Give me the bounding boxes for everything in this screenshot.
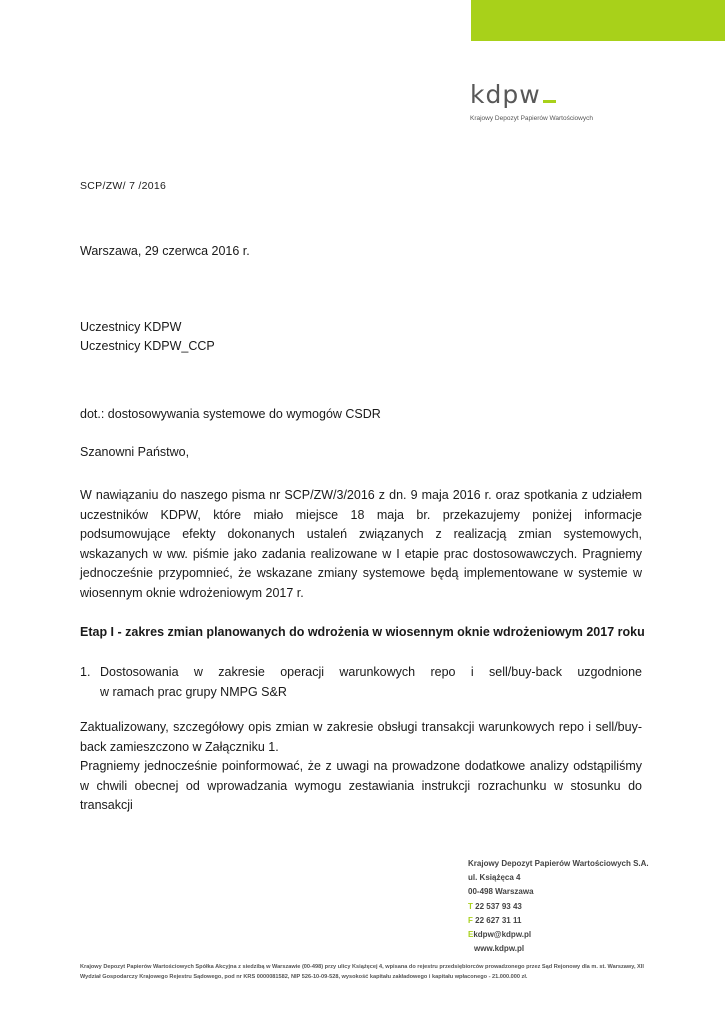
subject-line: dot.: dostosowywania systemowe do wymogów CSDR xyxy=(80,407,381,421)
fax-label: F xyxy=(468,915,473,925)
header-accent-bar xyxy=(471,0,725,41)
address-company: Krajowy Depozyt Papierów Wartościowych S.A. xyxy=(468,859,649,868)
address-website[interactable]: www.kdpw.pl xyxy=(474,944,525,954)
body-paragraph-2: Zaktualizowany, szczegółowy opis zmian w zakresie obsługi transakcji warunkowych repo i sell/buy-back zamieszczono w Załączniku 1. xyxy=(80,720,642,754)
body-paragraph-1: W nawiązaniu do naszego pisma nr SCP/ZW/3/2016 z dn. 9 maja 2016 r. oraz spotkania z udziałem uczestników KDPW, które miało miejsce 18 maja br. przekazujemy poniżej informacje podsumowujące efekty dokonanych ustaleń związanych z realizacją zmian systemowych, wskazanych w ww. piśmie jako zadania realizowane w I etapie prac dostosowawczych. Pragniemy jednocześnie przypomnieć, że wskazane zmiany systemowe będą implementowane w systemie w wiosennym oknie wdrożeniowym 2017 r. xyxy=(80,488,642,600)
logo-underscore xyxy=(543,100,556,103)
date-line: Warszawa, 29 czerwca 2016 r. xyxy=(80,244,250,258)
email-value[interactable]: kdpw@kdpw.pl xyxy=(473,930,532,940)
salutation: Szanowni Państwo, xyxy=(80,445,190,459)
reference-number: SCP/ZW/ 7 /2016 xyxy=(80,180,167,192)
list-item xyxy=(80,663,642,702)
body-paragraph-3: Pragniemy jednocześnie poinformować, że z uwagi na prowadzone dodatkowe analizy odstąpiliśmy w chwili obecnej od wprowadzania wymogu zestawiania instrukcji rozrachunku w stosunku do transakcji xyxy=(80,759,642,812)
phone-label: T xyxy=(468,901,473,911)
logo-subtitle: Krajowy Depozyt Papierów Wartościowych xyxy=(470,115,593,122)
address-fax xyxy=(468,914,649,928)
address-city: 00-498 Warszawa xyxy=(468,887,534,897)
fax-value: 22 627 31 11 xyxy=(475,915,522,925)
kdpw-logo xyxy=(470,82,593,122)
list-item-line-1: Dostosowania w zakresie operacji warunkowych repo i sell/buy-back uzgodnione xyxy=(100,665,642,679)
phone-value: 22 537 93 43 xyxy=(475,901,522,911)
list-item-line-2: w ramach prac grupy NMPG S&R xyxy=(100,684,287,699)
address-email xyxy=(468,928,649,942)
email-label: E xyxy=(468,930,474,940)
list-number: 1. xyxy=(80,665,91,679)
section-heading: Etap I - zakres zmian planowanych do wdrożenia w wiosennym oknie wdrożeniowym 2017 roku xyxy=(80,625,645,639)
legal-footer: Krajowy Depozyt Papierów Wartościowych Spółka Akcyjna z siedzibą w Warszawie (00-498) przy ulicy Książęcej 4, wpisana do rejestru przedsiębiorców prowadzonego przez Sąd Rejonowy dla m. st. Warszawy, XII Wydział Gospodarczy Krajowego Rejestru Sądowego, pod nr KRS 0000081582, NIP 526-10-09-528, wysokość kapitału zakładowego i kapitału wpłaconego - 21.000.000 zł. xyxy=(80,964,644,980)
company-address-block xyxy=(468,857,649,956)
address-phone xyxy=(468,900,649,914)
address-street: ul. Książęca 4 xyxy=(468,873,521,883)
recipient-1: Uczestnicy KDPW xyxy=(80,320,182,334)
logo-mark: kdpw xyxy=(470,80,541,109)
recipient-2: Uczestnicy KDPW_CCP xyxy=(80,339,215,353)
